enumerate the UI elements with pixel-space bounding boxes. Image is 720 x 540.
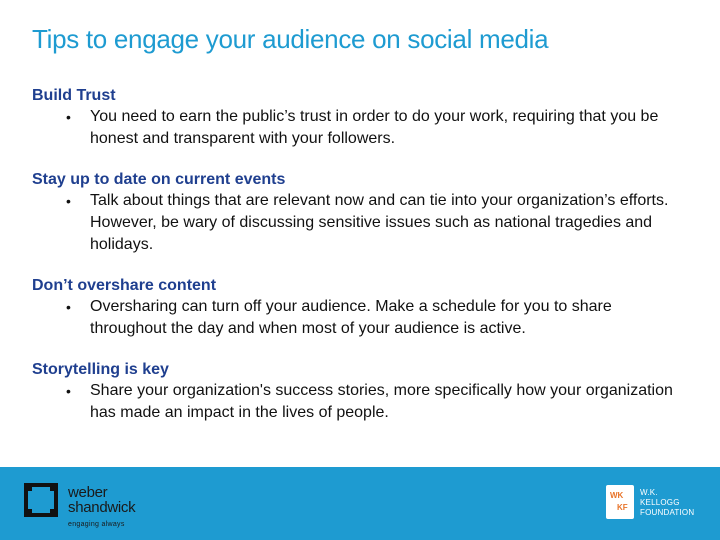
kellogg-mark-icon: WK KF (606, 485, 634, 519)
tip-section (32, 86, 692, 150)
tip-section (32, 170, 692, 256)
tips-list (32, 86, 692, 444)
tip-text: You need to earn the public’s trust in order to do your work, requiring that you be honest and transparent with your followers. (90, 108, 659, 147)
tip-bullet (32, 190, 692, 256)
tip-heading: Don’t overshare content (32, 277, 217, 294)
weber-shandwick-tagline: engaging always (68, 521, 125, 528)
weber-shandwick-mark-icon (24, 483, 58, 517)
tip-heading: Build Trust (32, 87, 116, 104)
bullet-dot: • (66, 299, 71, 315)
tip-text: Oversharing can turn off your audience. Make a schedule for you to share throughout the day and when most of your audience is active. (90, 298, 612, 337)
bullet-dot: • (66, 109, 71, 125)
tip-text: Share your organization's success stories, more specifically how your organization has made an impact in the lives of people. (90, 382, 673, 421)
kellogg-wordmark: W.K. KELLOGG FOUNDATION (640, 488, 695, 517)
bullet-dot: • (66, 383, 71, 399)
kellogg-foundation-logo (606, 485, 716, 525)
tip-bullet (32, 296, 692, 340)
footer-bar (0, 467, 720, 540)
tip-heading: Storytelling is key (32, 361, 169, 378)
weber-shandwick-wordmark: weber shandwick (68, 484, 136, 516)
tip-bullet (32, 106, 692, 150)
tip-section (32, 276, 692, 340)
bullet-dot: • (66, 193, 71, 209)
tip-heading: Stay up to date on current events (32, 171, 286, 188)
slide-title: Tips to engage your audience on social media (32, 24, 549, 54)
tip-text: Talk about things that are relevant now and can tie into your organization’s efforts. However, be wary of discussing sensitive issues such as national tragedies and holidays. (90, 192, 669, 253)
tip-section (32, 360, 692, 424)
tip-bullet (32, 380, 692, 424)
weber-shandwick-logo (24, 481, 164, 533)
